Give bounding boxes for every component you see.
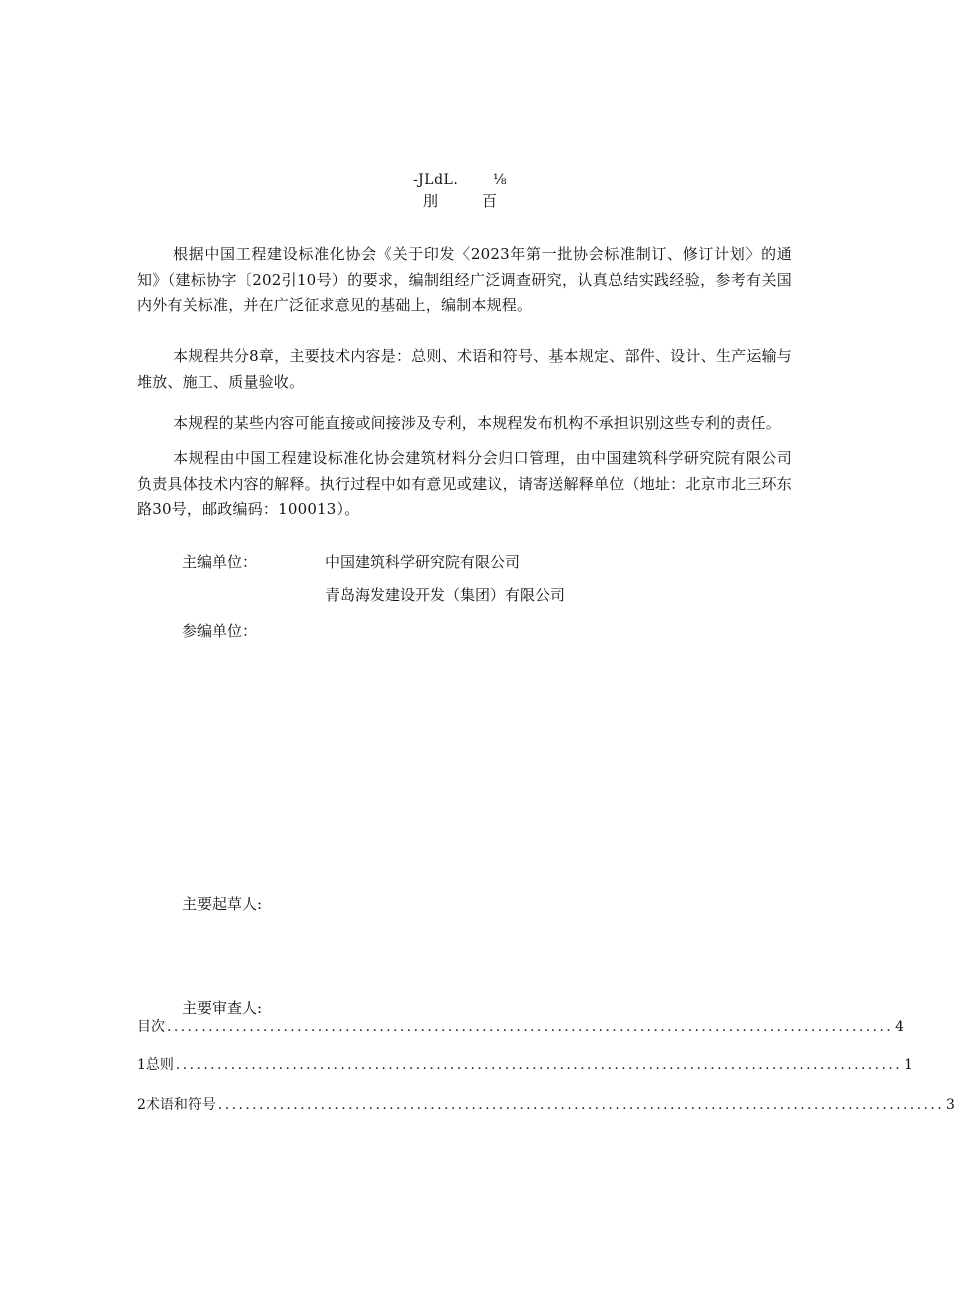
heading-char-right: 百 [482, 192, 498, 210]
paragraph-patent: 本规程的某些内容可能直接或间接涉及专利，本规程发布机构不承担识别这些专利的责任。 [173, 414, 782, 432]
toc-leader-dots: .......................................................................................................... [167, 1019, 894, 1035]
toc-page-number: 3 [946, 1097, 955, 1113]
toc-leader-dots: .......................................................................................................... [217, 1097, 945, 1113]
chief-editor-unit-2: 青岛海发建设开发（集团）有限公司 [325, 586, 566, 604]
toc-title: 目次 [137, 1019, 165, 1035]
chief-editor-unit-1: 中国建筑科学研究院有限公司 [325, 553, 521, 571]
heading-right-text: ⅛ [492, 172, 508, 188]
heading-char-left: 刖 [422, 192, 438, 210]
chief-editor-label: 主编单位： [182, 553, 258, 571]
toc-page-number: 1 [904, 1057, 913, 1073]
participating-units-label: 参编单位： [182, 622, 258, 640]
toc-title: 术语和符号 [145, 1097, 216, 1113]
toc-chapter-number: 1 [137, 1057, 146, 1073]
toc-row-contents[interactable] [137, 1016, 905, 1036]
preface-heading [0, 190, 920, 211]
main-drafters-label: 主要起草人: [182, 895, 263, 913]
toc-title: 总则 [145, 1057, 174, 1073]
paragraph-contents: 本规程共分8章，主要技术内容是：总则、术语和符号、基本规定、部件、设计、生产运输与堆放、施工、质量验收。 [137, 347, 792, 391]
preface-heading-garbled [0, 172, 920, 188]
toc-row-general[interactable] [137, 1054, 913, 1074]
paragraph-basis: 根据中国工程建设标准化协会《关于印发〈2023年第一批协会标准制订、修订计划〉的通知》（建标协字〔202引10号）的要求，编制组经广泛调查研究，认真总结实践经验，参考有关国内外有关标准，并在广泛征求意见的基础上，编制本规程。 [137, 245, 792, 314]
paragraph-management: 本规程由中国工程建设标准化协会建筑材料分会归口管理，由中国建筑科学研究院有限公司负责具体技术内容的解释。执行过程中如有意见或建议，请寄送解释单位（地址：北京市北三环东路30号，邮政编码：100013）。 [137, 449, 792, 518]
toc-page-number: 4 [895, 1019, 905, 1035]
heading-left-text: -JLdL. [412, 172, 459, 188]
toc-chapter-number: 2 [137, 1097, 146, 1113]
toc-row-terms[interactable] [137, 1094, 955, 1114]
toc-leader-dots: .......................................................................................................... [175, 1057, 903, 1073]
main-reviewers-label: 主要审查人: [182, 999, 263, 1017]
